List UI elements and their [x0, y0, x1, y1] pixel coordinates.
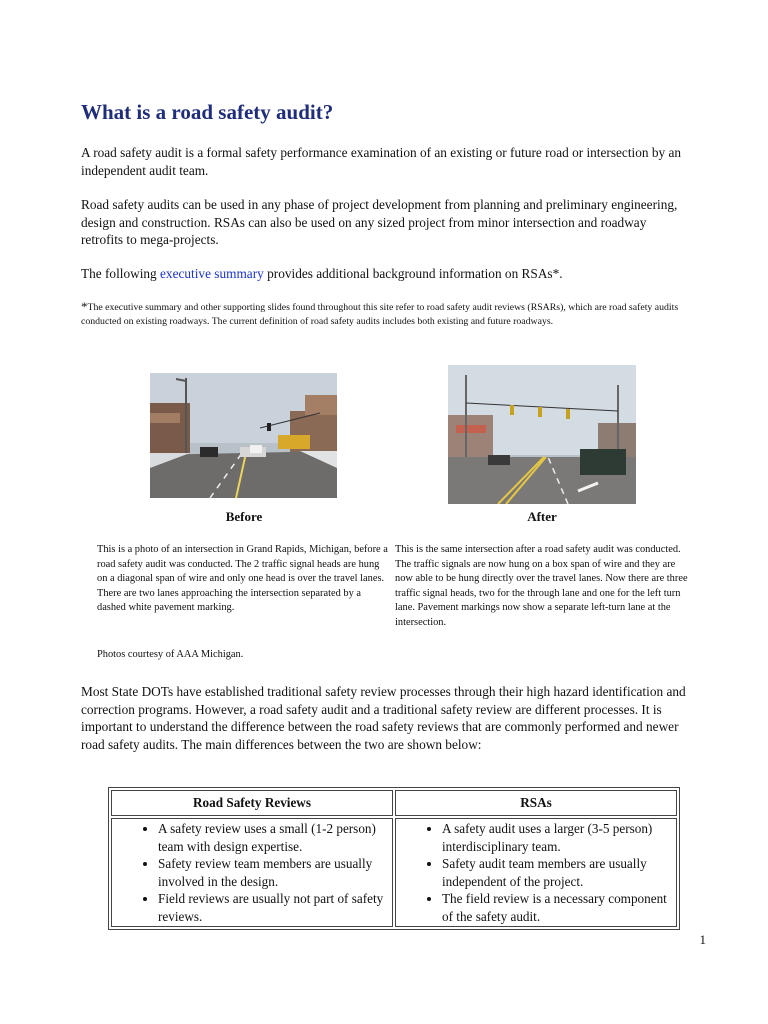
header-rsas: RSAs [395, 790, 677, 816]
after-photo [448, 365, 636, 504]
before-description: This is a photo of an intersection in Grand Rapids, Michigan, before a road safety audit was conducted. The 2 traffic signal heads are hung on a diagonal span of wire and only one head is over the travel lanes. There are two lanes approaching the intersection separated by a dashed white pavement marking. [97, 544, 388, 613]
page-title: What is a road safety audit? [81, 100, 334, 124]
comparison-table [108, 787, 680, 930]
list-item: • Field reviews are usually not part of safety reviews. [158, 890, 388, 925]
intro-paragraph: A road safety audit is a formal safety performance examination of an existing or future road or intersection by an independent audit team. [81, 145, 681, 178]
reviews-list [112, 820, 388, 925]
summary-paragraph [81, 265, 691, 283]
list-item: • Safety audit team members are usually independent of the project. [442, 855, 672, 890]
reviews-cell [111, 818, 393, 927]
usage-paragraph: Road safety audits can be used in any phase of project development from planning and preliminary engineering, design and construction. RSAs can also be used on any sized project from minor intersection and roadway retrofits to mega-projects. [81, 197, 678, 247]
header-road-safety-reviews: Road Safety Reviews [111, 790, 393, 816]
after-label: After [527, 509, 557, 524]
summary-text-before: The following [81, 266, 161, 281]
list-item: • A safety review uses a small (1-2 person) team with design expertise. [158, 820, 388, 855]
page-number: 1 [699, 932, 706, 947]
photo-credit: Photos courtesy of AAA Michigan. [97, 649, 244, 660]
list-item: • A safety audit uses a larger (3-5 person) interdisciplinary team. [442, 820, 672, 855]
before-photo [150, 373, 337, 498]
rsas-cell [395, 818, 677, 927]
table-row [111, 818, 677, 927]
differences-paragraph: Most State DOTs have established traditional safety review processes through their high hazard identification and correction programs. However, a road safety audit and a traditional safety review are different processes. It is important to understand the difference between the road safety reviews that are commonly performed and newer road safety audits. The main differences between the two are shown below: [81, 684, 686, 752]
list-item: • Safety review team members are usually involved in the design. [158, 855, 388, 890]
list-item: • The field review is a necessary component of the safety audit. [442, 890, 672, 925]
before-label: Before [225, 509, 263, 524]
summary-text-after: provides additional background information on RSAs*. [263, 266, 563, 281]
table-header-row [111, 790, 677, 816]
footnote-star: * [81, 299, 88, 314]
rsas-list [396, 820, 672, 925]
after-description: This is the same intersection after a road safety audit was conducted. The traffic signals are now hung on a box span of wire and they are now able to be hung directly over the travel lanes. Now there are three traffic signal heads, two for the through lane and one for the left turn lane. Pavement markings now show a separate left-turn lane at the intersection. [395, 544, 688, 628]
executive-summary-link[interactable]: executive summary [160, 266, 264, 281]
footnote-text: The executive summary and other supporting slides found throughout this site refer to road safety audit reviews (RSARs), which are road safety audits conducted on existing roadways. The current definition of road safety audits includes both existing and future roadways. [81, 302, 679, 327]
footnote [81, 300, 706, 329]
